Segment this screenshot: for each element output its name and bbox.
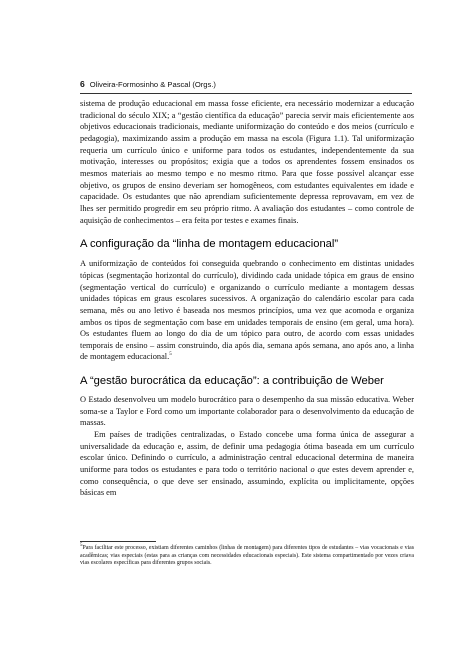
footnote-mark: 5 (80, 543, 83, 549)
footnote (80, 545, 414, 568)
italic-emphasis: o que (310, 465, 330, 475)
section-heading-assembly-line: A configuração da “linha de montagem educacional” (80, 238, 339, 251)
paragraph-assembly-line-text: A uniformização de conteúdos foi conseguida quebrando o conhecimento em distintas unidades tópicas (segmentação horizontal do currículo), dividindo cada unidade tópica em graus de ensino (segmentação vertical do currículo) e organizando o currículo mediante a montagem dessas unidades tópicas em graus escolares sucessivos. A organização do calendário escolar para cada semana, mês ou ano letivo é baseada nos mesmos princípios, uma vez que acomoda e organiza ambos os tipos de segmentação com base em unidades temporais de ensino (em geral, uma hora). Os estudantes fluem ao longo do dia de um tópico para outro, de acordo com essas unidades temporais de ensino – assim construindo, dia após dia, semana após semana, ano após ano, a linha de montagem educacional. (80, 259, 414, 362)
footnote-text: Para facilitar este processo, existiam diferentes caminhos (linhas de montagem) para diferentes tipos de estudantes – vias vocacionais e vias acadêmicas; vias especiais (estas para as crianças com necessidades educacionais especiais). Este sistema compartimentado por vezes criava vias escolares específicas para diferentes grupos sociais. (80, 545, 414, 567)
paragraph-weber: O Estado desenvolveu um modelo burocrático para o desempenho da sua missão educativa. Weber soma-se a Taylor e Ford como um importante colaborador para o desenvolvimento da educação de massas. (80, 395, 414, 428)
page-number: 6 (80, 79, 85, 89)
running-header (80, 79, 415, 93)
paragraph-centralized-text-a: Em países de tradições centralizadas, o Estado concebe uma forma única de assegurar a universalidade da educação e, assim, de definir uma pedagogia ótima baseada em um currículo escolar único. Definindo o currículo, a administração central educacional determina de maneira uniforme para todos os estudantes e para todo o território nacional (80, 430, 414, 475)
paragraph-centralized (80, 429, 414, 499)
footnote-reference[interactable]: 5 (169, 352, 172, 358)
footnote-rule (80, 541, 156, 542)
body-text (80, 98, 414, 499)
paragraph-centralized-text-b: estes devem aprender e, como consequência, o que deve ser ensinado, assumindo, explícita ou implicitamente, opções básicas em (80, 465, 414, 498)
paragraph-continued: sistema de produção educacional em massa fosse eficiente, era necessário modernizar a educação tradicional do século XIX; a “gestão científica da educação” parecia servir mais eficientemente aos objetivos educacionais tradicionais, mediante uniformização do conteúdo e dos meios (currículo e pedagogia), maximizando assim a produção em massa na escola (Figura 1.1). Tal uniformização requeria um currículo único e uniforme para todos os estudantes, independentemente da sua motivação, interesses ou propósitos; exigia que a todos os aprendentes fossem ensinados os mesmos materiais ao mesmo tempo e no mesmo ritmo. Para que fosse possível alcançar esse objetivo, os grupos de ensino deveriam ser homogêneos, com estudantes equivalentes em idade e capacidade. Os estudantes que não aprendiam suficientemente depressa reprovavam, em vez de lhes ser permitido progredir em seu próprio ritmo. A avaliação dos estudantes – como controle de aquisição de conhecimentos – era feita por testes e exames finais. (80, 99, 414, 225)
header-rule (80, 93, 412, 94)
paragraph-assembly-line (80, 258, 414, 363)
running-title: Oliveira-Formosinho & Pascal (Orgs.) (89, 80, 216, 89)
section-heading-bureaucratic: A “gestão burocrática da educação”: a contribuição de Weber (80, 375, 384, 388)
